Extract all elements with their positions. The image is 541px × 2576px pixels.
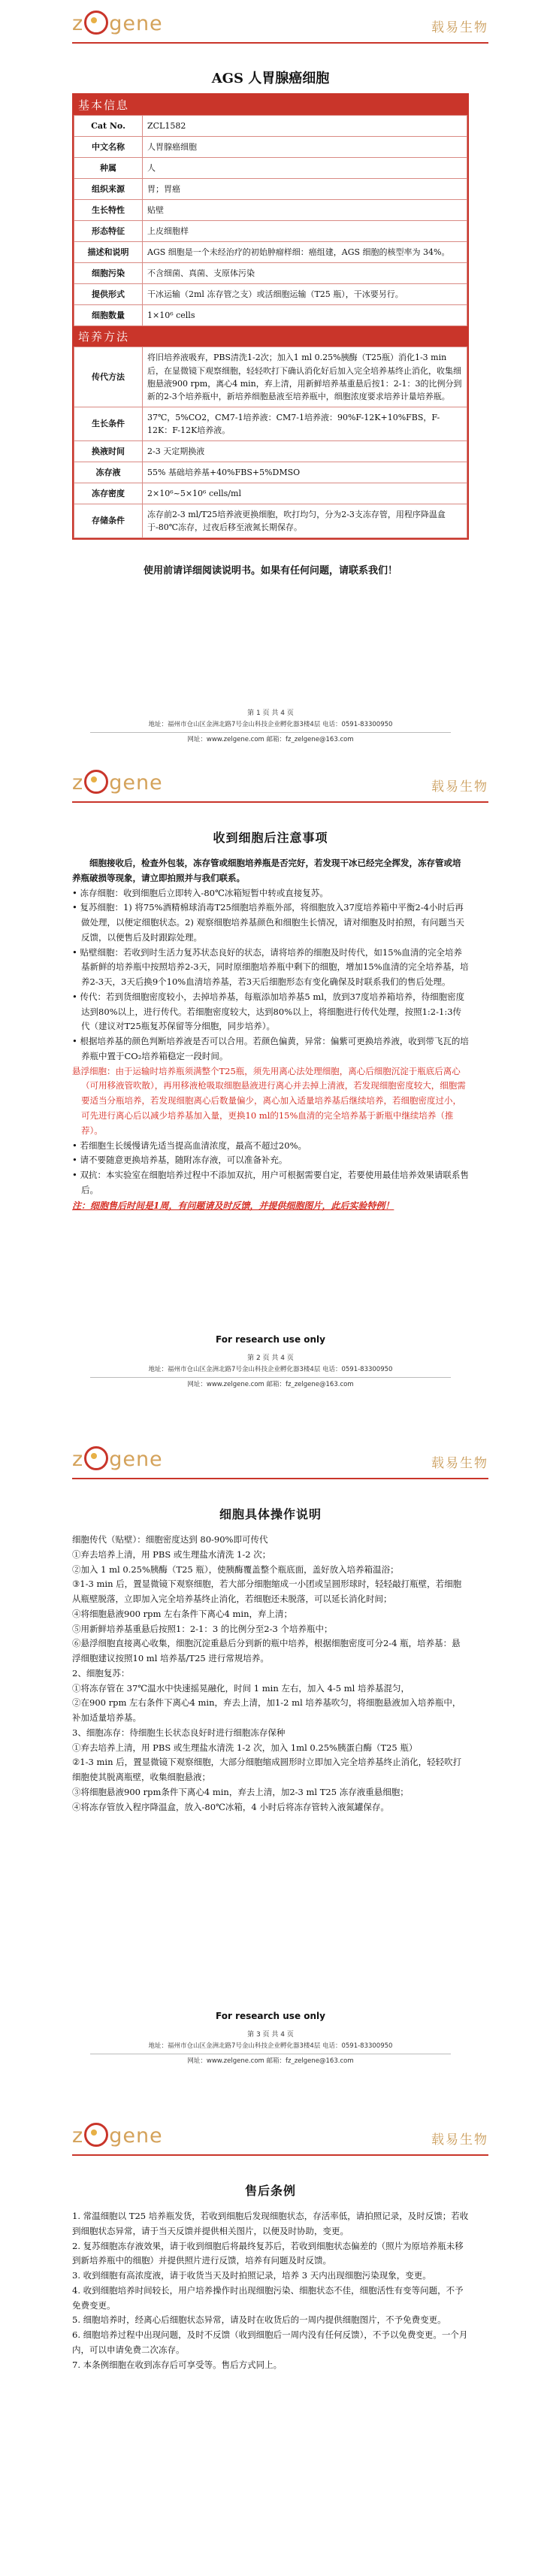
logo-ring-icon — [84, 2123, 108, 2147]
footer-rule — [90, 732, 451, 733]
row-key: 描述和说明 — [74, 242, 143, 263]
row-key: 提供形式 — [74, 284, 143, 305]
text-line: ②加入 1 ml 0.25%胰酶（T25 瓶），使胰酶覆盖整个瓶底面，盖好放入培养箱温浴； — [72, 1563, 399, 1575]
footer-web: 网址：www.zelgene.com 邮箱：fz_zelgene@163.com — [187, 2057, 354, 2065]
operation-steps — [72, 1533, 469, 1815]
section-culture-method: 培养方法 — [74, 326, 467, 347]
info-row — [74, 116, 467, 137]
row-value: 人 — [143, 158, 467, 179]
text-line: ④将冻存管放入程序降温盒，放入-80℃冰箱，4 小时后将冻存管转入液氮罐保存。 — [72, 1801, 389, 1812]
row-value: 2-3 天定期换液 — [143, 440, 467, 462]
brand-name: 载易生物 — [431, 20, 488, 35]
page-4 — [0, 2112, 541, 2576]
page-footer — [0, 1353, 541, 1390]
info-row — [74, 263, 467, 284]
header-rule — [72, 1478, 488, 1479]
page-header — [0, 0, 541, 54]
research-use-label: For research use only — [216, 1334, 325, 1345]
row-key: 中文名称 — [74, 137, 143, 158]
row-key: 细胞污染 — [74, 263, 143, 284]
page-number: 第 2 页 共 4 页 — [247, 1355, 294, 1362]
text-line: 3. 收到细胞有高浓度液，请于收货当天及时拍照记录，培养 3 天内出现细胞污染现象，变更。 — [72, 2270, 431, 2281]
row-key: 生长条件 — [74, 407, 143, 440]
header-rule — [72, 42, 488, 44]
basic-info-table — [74, 115, 467, 326]
row-key: 存储条件 — [74, 504, 143, 537]
row-value: 37℃，5%CO2，CM7-1培养液：CM7-1培养液：90%F-12K+10%FBS，F-12K：F-12K培养液。 — [143, 407, 467, 440]
page-number: 第 1 页 共 4 页 — [247, 710, 294, 717]
row-key: 换液时间 — [74, 440, 143, 462]
text-line: ③将细胞悬液900 rpm条件下离心4 min，弃去上清，加2-3 ml T25 冻存液重悬细胞； — [72, 1787, 409, 1798]
page-footer — [0, 708, 541, 745]
zgene-logo: z gene — [72, 1448, 163, 1471]
page-number: 第 3 页 共 4 页 — [247, 2031, 294, 2039]
page-title: 细胞具体操作说明 — [219, 1507, 322, 1521]
header-rule — [72, 801, 488, 803]
text-line: ⑥悬浮细胞直接离心收集，细胞沉淀重悬后分到新的瓶中培养，根据细胞密度可分2-4 瓶，培养基：悬浮细胞建议按照10 ml 培养基/T25 进行常规培养。 — [72, 1638, 461, 1664]
footer-address: 地址：福州市仓山区金洲北路7号金山科技企业孵化器3楼4层 电话：0591-83300950 — [148, 1366, 393, 1374]
page-2 — [0, 759, 541, 1436]
page-title: 售后条例 — [244, 2184, 296, 2198]
row-value: 1×10⁶ cells — [143, 305, 467, 326]
note-item: • 冻存细胞：收到细胞后立即转入-80℃冰箱短暂中转或直接复苏。 — [72, 887, 328, 898]
row-value: AGS 细胞是一个未经治疗的初始肿瘤样细：癌组建，AGS 细胞的核型率为 34%。 — [143, 242, 467, 263]
row-key: 组织来源 — [74, 179, 143, 200]
info-row — [74, 504, 467, 537]
info-row — [74, 242, 467, 263]
info-row — [74, 347, 467, 407]
info-row — [74, 221, 467, 242]
info-row — [74, 440, 467, 462]
usage-notice: 使用前请详细阅读说明书。如果有任何问题，请联系我们！ — [143, 565, 397, 577]
suspension-note: 悬浮细胞：由于运输时培养瓶须满整个T25瓶，须先用离心法处理细胞，离心后细胞沉淀于瓶底后离心（可用移液管吹散），再用移液枪吸取细胞悬液进行离心并去掉上清液，若发现细胞密度较大，细胞需要适当分瓶培养，若发现细胞离心后数量偏少，离心加入适量培养基后继续培养，若细胞密度过小，可先进行离心后以减少培养基加入量，更换10 ml的15%血清的完全培养基于新瓶中继续培养（推荐）。 — [72, 1065, 466, 1136]
footer-address: 地址：福州市仓山区金洲北路7号金山科技企业孵化器3楼4层 电话：0591-83300950 — [148, 2042, 393, 2051]
note-item: • 传代：若到货细胞密度较小，去掉培养基，每瓶添加培养基5 ml，放到37度培养箱培养，待细胞密度达到80%以上，进行传代。若细胞密度较大，达到80%以上，将细胞进行传代处理，按照1:2-1:3传代（建议对T25瓶复苏保留等分细胞，同步培养）。 — [72, 991, 465, 1032]
row-key: 冻存密度 — [74, 483, 143, 504]
logo-ring-icon — [84, 1446, 108, 1470]
row-key: 生长特性 — [74, 200, 143, 221]
info-row — [74, 407, 467, 440]
info-row — [74, 158, 467, 179]
text-line: ⑤用新鲜培养基重悬后按照1：2-1：3 的比例分至2-3 个培养瓶中； — [72, 1623, 333, 1634]
footer-web: 网址：www.zelgene.com 邮箱：fz_zelgene@163.com — [187, 735, 354, 743]
row-value: 人胃腺癌细胞 — [143, 137, 467, 158]
logo-ring-icon — [84, 770, 108, 794]
product-title: AGS 人胃腺癌细胞 — [211, 71, 330, 86]
text-line: 细胞传代（贴壁）：细胞密度达到 80-90%即可传代 — [72, 1534, 268, 1545]
info-row — [74, 483, 467, 504]
text-line: 2. 复苏细胞冻存液效果，请于收到细胞后将最终复苏后，若收到细胞状态偏差的（照片为原培养瓶未移到新培养瓶中的细胞）并提供照片进行反馈，培养有问题及时反馈。 — [72, 2240, 464, 2266]
header-rule — [72, 2154, 488, 2156]
text-line: 4. 收到细胞培养时间较长，用户培养操作时出现细胞污染、细胞状态不佳，细胞活性有变等问题，不予免费变更。 — [72, 2284, 464, 2311]
text-line: 5. 细胞培养时，经离心后细胞状态异常，请及时在收货后的一周内提供细胞图片，不予免费变更。 — [72, 2314, 446, 2326]
logo-ring-icon — [84, 11, 108, 35]
after-sales-terms — [72, 2209, 469, 2372]
row-value: 55% 基础培养基+40%FBS+5%DMSO — [143, 462, 467, 483]
research-use-label: For research use only — [216, 2011, 325, 2021]
info-row — [74, 179, 467, 200]
zgene-logo: z gene — [72, 12, 163, 35]
page-header — [0, 1436, 541, 1490]
page-footer — [0, 2030, 541, 2066]
row-key: 传代方法 — [74, 347, 143, 407]
zgene-logo: z gene — [72, 2124, 163, 2148]
text-line: ①弃去培养上清，用 PBS 或生理盐水清洗 1-2 次，加入 1ml 0.25%胰蛋白酶（T25 瓶） — [72, 1742, 418, 1753]
row-value: 不含细菌、真菌、支原体污染 — [143, 263, 467, 284]
page-1 — [0, 0, 541, 759]
footer-web: 网址：www.zelgene.com 邮箱：fz_zelgene@163.com — [187, 1380, 354, 1388]
note-item: • 双抗：本实验室在细胞培养过程中不添加双抗，用户可根据需要自定，若要使用最佳培养效果请联系售后。 — [72, 1170, 469, 1195]
row-value: 上皮细胞样 — [143, 221, 467, 242]
text-line: ①弃去培养上清，用 PBS 或生理盐水清洗 1-2 次； — [72, 1548, 271, 1560]
footer-rule — [90, 1377, 451, 1378]
text-line: ③1-3 min 后，置显微镜下观察细胞，若大部分细胞缩成一小团或呈圆形球时，轻轻敲打瓶壁，若细胞从瓶壁脱落，立即加入完全培养基终止消化，若细胞还未脱落，可以延长消化时间； — [72, 1579, 462, 1605]
info-row — [74, 137, 467, 158]
page-header — [0, 2112, 541, 2166]
row-key: Cat No. — [74, 116, 143, 137]
text-line: ②在900 rpm 左右条件下离心4 min，弃去上清，加1-2 ml 培养基吹匀，将细胞悬液加入培养瓶中，补加适量培养基。 — [72, 1697, 461, 1724]
zgene-logo: z gene — [72, 771, 163, 795]
datasheet — [72, 93, 469, 540]
note-item: • 复苏细胞：1) 将75%酒精棉球消毒T25细胞培养瓶外部，将细胞放入37度培养箱中平衡2-4小时后再做处理，以便定细胞状态。2) 观察细胞培养基颜色和细胞生长情况，请对细胞及时拍照，有问题当天反馈，以便售后及时跟踪处理。 — [72, 902, 464, 943]
text-line: ①将冻存管在 37℃温水中快速摇晃融化，时间 1 min 左右，加入 4-5 ml 培养基混匀， — [72, 1682, 410, 1694]
text-line: 3、细胞冻存：待细胞生长状态良好时进行细胞冻存保种 — [72, 1727, 286, 1738]
receiving-notes — [72, 856, 469, 1213]
text-line: 1. 常温细胞以 T25 培养瓶发货，若收到细胞后发现细胞状态，存活率低，请拍照记录，及时反馈；若收到细胞状态异常，请于当天反馈并提供相关图片，以便及时协助，变更。 — [72, 2211, 469, 2236]
row-value: 干冰运输（2ml 冻存管之支）或活细胞运输（T25 瓶），干冰要另行。 — [143, 284, 467, 305]
page-header — [0, 759, 541, 813]
row-value: 胃；胃癌 — [143, 179, 467, 200]
text-line: 2、细胞复苏： — [72, 1667, 130, 1678]
info-row — [74, 200, 467, 221]
note-item: • 贴壁细胞：若收到时生活力复苏状态良好的状态，请将培养的细胞及时传代，如15%血清的完全培养基新鲜的培养瓶中按照培养2-3天，同时原细胞培养瓶中剩下的细胞，增加15%血清的完全培养基，培养2-3天，3天后换9个10%血清培养基，若3天后细胞形态有变化确保及时联系我们的售后处理。 — [72, 946, 469, 988]
row-value: 将旧培养液吸弃，PBS清洗1-2次；加入1 ml 0.25%胰酶（T25瓶）消化1-3 min 后，在显微镜下观察细胞，轻轻吹打下确认消化好后加入完全培养基终止消化，收集细胞悬液900 rpm，离心4 min，弃上清，用新鲜培养基重悬后按1：2-1：3的比例分到新的2-3个培养瓶中，新培养细胞悬液至培养瓶中，细胞浓度要求培养计量培养瓶。 — [143, 347, 467, 407]
text-line: 7. 本条例细胞在收到冻存后可享受等。售后方式同上。 — [72, 2359, 283, 2370]
footer-address: 地址：福州市仓山区金洲北路7号金山科技企业孵化器3楼4层 电话：0591-83300950 — [148, 721, 393, 729]
note-item: • 请不要随意更换培养基，随附冻存液，可以准备补充。 — [72, 1155, 288, 1166]
text-line: ④将细胞悬液900 rpm 左右条件下离心4 min，弃上清； — [72, 1608, 292, 1619]
info-row — [74, 462, 467, 483]
row-value: 贴壁 — [143, 200, 467, 221]
row-key: 冻存液 — [74, 462, 143, 483]
after-sales-note: 注：细胞售后时间是1周，有问题请及时反馈，并提供细胞图片，此后实验特例！ — [72, 1200, 394, 1211]
brand-name: 载易生物 — [431, 2133, 488, 2148]
brand-name: 载易生物 — [431, 779, 488, 795]
section-basic-info: 基本信息 — [74, 95, 467, 115]
row-value: ZCL1582 — [143, 116, 467, 137]
intro-paragraph: 细胞接收后，检查外包装，冻存管或细胞培养瓶是否完好，若发现干冰已经完全挥发，冻存管或培养瓶破损等现象，请立即拍照并与我们联系。 — [72, 858, 461, 883]
page-title: 收到细胞后注意事项 — [213, 831, 328, 845]
brand-name: 载易生物 — [431, 1456, 488, 1471]
row-key: 形态特征 — [74, 221, 143, 242]
culture-table — [74, 347, 467, 538]
note-item: • 若细胞生长缓慢请先适当提高血清浓度，最高不超过20%。 — [72, 1140, 307, 1151]
note-item: • 根据培养基的颜色判断培养液是否可以合用。若颜色偏黄，异常：偏紫可更换培养液，收到带飞瓦的培养瓶中置于CO₂培养箱稳定一段时间。 — [72, 1036, 469, 1061]
row-value: 冻存前2-3 ml/T25培养液更换细胞，吹打均匀，分为2-3支冻存管，用程序降温盒于-80℃冻存，过夜后移至液氮长期保存。 — [143, 504, 467, 537]
text-line: ②1-3 min 后，置显微镜下观察细胞，大部分细胞缩成圆形时立即加入完全培养基终止消化，轻轻吹打细胞使其脱离瓶壁，收集细胞悬液； — [72, 1757, 462, 1783]
info-row — [74, 284, 467, 305]
text-line: 6. 细胞培养过程中出现问题，及时不反馈（收到细胞后一周内没有任何反馈），不予以免费变更。一个月内，可以申请免费二次冻存。 — [72, 2329, 468, 2355]
row-key: 种属 — [74, 158, 143, 179]
row-value: 2×10⁶~5×10⁶ cells/ml — [143, 483, 467, 504]
page-3 — [0, 1436, 541, 2112]
row-key: 细胞数量 — [74, 305, 143, 326]
info-row — [74, 305, 467, 326]
